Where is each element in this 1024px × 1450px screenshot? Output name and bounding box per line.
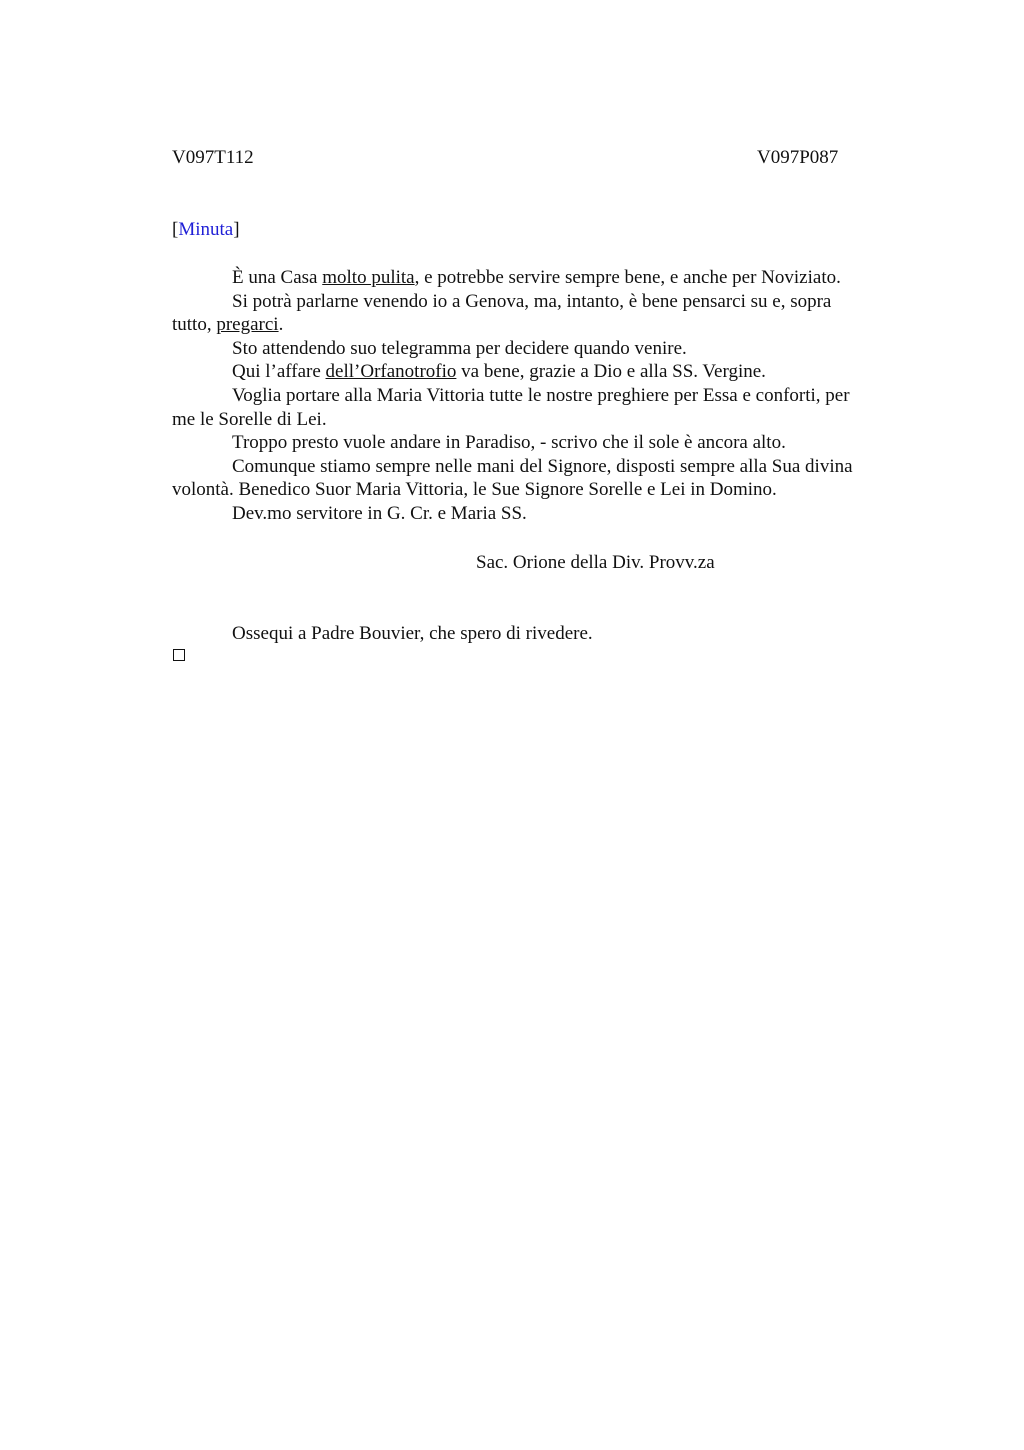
letter-paragraph-5: Voglia portare alla Maria Vittoria tutte le nostre preghiere per Essa e conforti, per — [232, 384, 850, 406]
underlined-text: molto pulita — [322, 267, 415, 288]
checkbox-square-icon — [173, 649, 185, 661]
letter-paragraph-1 — [172, 266, 912, 290]
letter-body — [172, 266, 912, 526]
underlined-text: dell’Orfanotrofio — [325, 361, 457, 383]
paragraph-text: Qui l’affare — [232, 361, 326, 383]
paragraph-text: va bene, grazie a Dio e alla SS. Vergine. — [456, 361, 766, 383]
letter-paragraph-4 — [172, 360, 912, 384]
document-code-right: V097P087 — [757, 147, 839, 168]
letter-paragraph-3: Sto attendendo suo telegramma per decidere quando venire. — [232, 337, 687, 359]
letter-paragraph-7-continuation: volontà. Benedico Suor Maria Vittoria, le Sue Signore Sorelle e Lei in Domino. — [172, 479, 777, 501]
signature: Sac. Orione della Div. Provv.za — [476, 552, 715, 573]
minuta-link[interactable]: Minuta — [178, 219, 234, 240]
document-code-left: V097T112 — [172, 147, 254, 168]
underlined-text: pregarci — [216, 314, 279, 336]
paragraph-text: , e potrebbe servire sempre bene, e anche per Noviziato. — [414, 267, 841, 288]
letter-paragraph-7: Comunque stiamo sempre nelle mani del Signore, disposti sempre alla Sua divina — [232, 455, 853, 477]
letter-paragraph-6: Troppo presto vuole andare in Paradiso, - scrivo che il sole è ancora alto. — [232, 432, 786, 454]
paragraph-text: Si potrà parlarne venendo io a Genova, ma, intanto, è bene pensarci su e, sopra — [232, 290, 832, 312]
minuta-open-bracket: [ — [172, 219, 179, 240]
minuta-close-bracket: ] — [233, 219, 240, 240]
paragraph-text: . — [278, 314, 284, 336]
letter-paragraph-5-continuation: me le Sorelle di Lei. — [172, 408, 327, 430]
letter-paragraph-2-continuation — [172, 313, 912, 337]
letter-paragraph-2 — [172, 290, 912, 314]
letter-paragraph-8: Dev.mo servitore in G. Cr. e Maria SS. — [232, 502, 527, 524]
paragraph-text: È una Casa — [232, 267, 323, 288]
paragraph-text: tutto, — [172, 314, 217, 336]
minuta-label — [172, 218, 240, 242]
postscript: Ossequi a Padre Bouvier, che spero di rivedere. — [232, 623, 593, 644]
